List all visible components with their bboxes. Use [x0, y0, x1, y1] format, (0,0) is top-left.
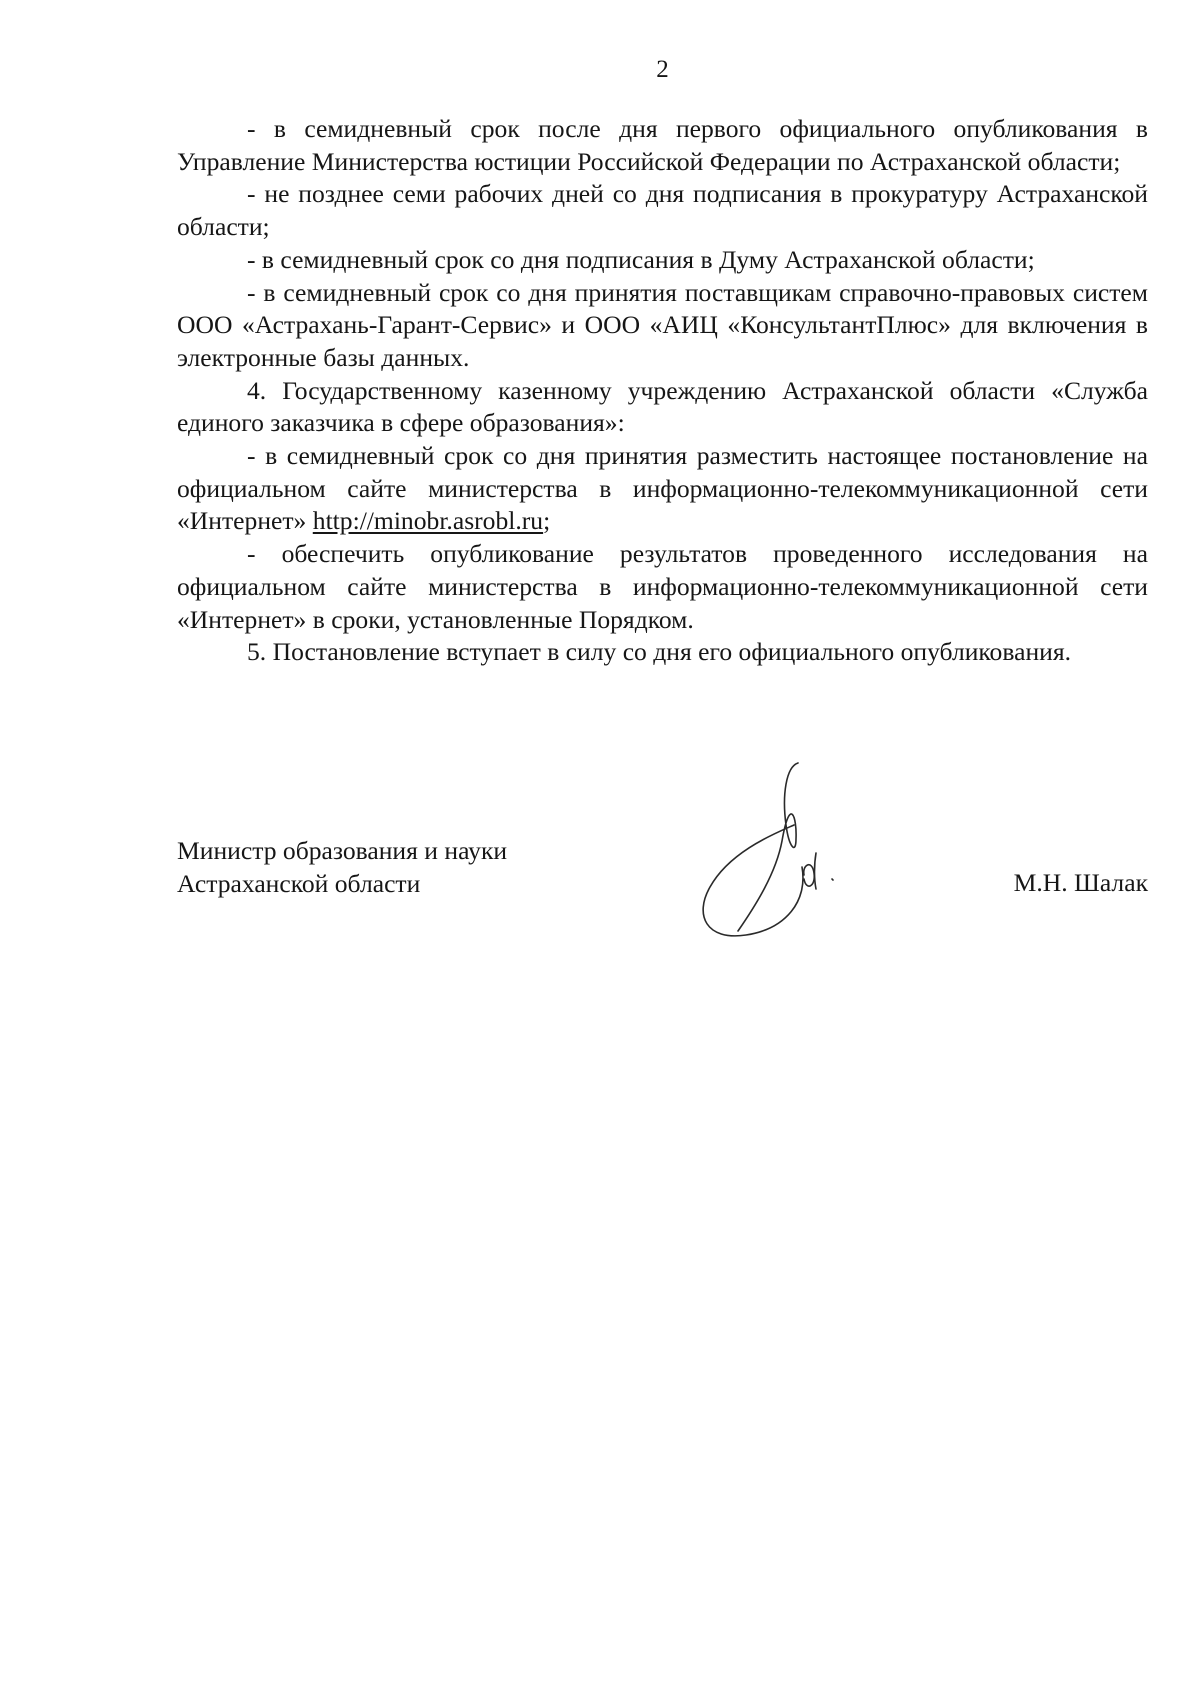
- signatory-name: М.Н. Шалак: [1013, 868, 1148, 897]
- signatory-title: [177, 835, 507, 900]
- paragraph-item-5: 5. Постановление вступает в силу со дня его официального опубликования.: [247, 637, 1072, 667]
- website-link[interactable]: http://minobr.asrobl.ru: [312, 506, 544, 536]
- signature-block: [177, 835, 1148, 975]
- paragraph-duma: - в семидневный срок со дня подписания в Думу Астраханской области;: [247, 244, 1035, 274]
- document-body: [177, 113, 1148, 669]
- signatory-title-line-2: Астраханской области: [177, 868, 421, 898]
- paragraph-website-text: - в семидневный срок со дня принятия разместить настоящее постановление на официальном сайте министерства в информационно-телекоммуникационной сети «Интернет»: [177, 441, 1148, 536]
- paragraph-justice-ministry: - в семидневный срок после дня первого официального опубликования в Управление Министерства юстиции Российской Федерации по Астраханской области;: [177, 114, 1148, 176]
- signatory-title-line-1: Министр образования и науки: [177, 836, 508, 865]
- paragraph-item-4: 4. Государственному казенному учреждению Астраханской области «Служба единого заказчика в сфере образования»:: [177, 375, 1148, 438]
- paragraph-website-posting: [177, 440, 1148, 538]
- page-number: 2: [656, 56, 669, 83]
- paragraph-research-publication: - обеспечить опубликование результатов проведенного исследования на официальном сайте министерства в информационно-телекоммуникационной сети «Интернет» в сроки, установленные Порядком.: [177, 539, 1148, 634]
- paragraph-legal-systems: - в семидневный срок со дня принятия поставщикам справочно-правовых систем ООО «Астрахань-Гарант-Сервис» и ООО «АИЦ «КонсультантПлюс» для включения в электронные базы данных.: [177, 277, 1148, 372]
- paragraph-prosecutor: - не позднее семи рабочих дней со дня подписания в прокуратуру Астраханской области;: [177, 179, 1148, 242]
- link-suffix: ;: [543, 506, 551, 536]
